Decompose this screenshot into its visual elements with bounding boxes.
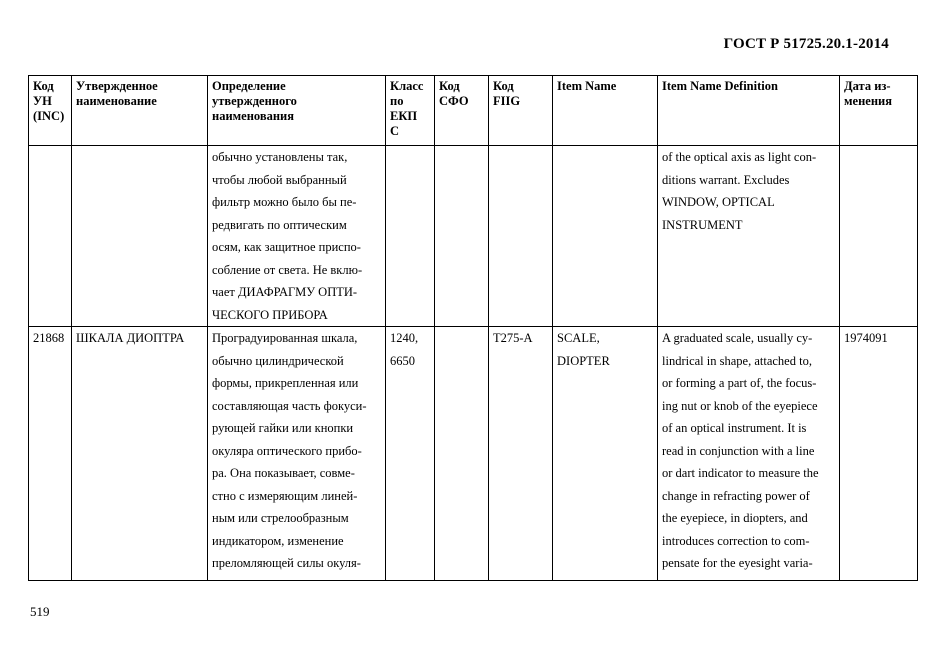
text-line: 6650	[390, 353, 415, 368]
cell-sfo	[435, 146, 489, 327]
text-line: окуляра оптического прибо-	[212, 443, 362, 458]
text-line: pensate for the eyesight varia-	[662, 556, 813, 570]
cell-sfo	[435, 327, 489, 581]
cell-change-date	[840, 146, 918, 327]
text-line: or forming a part of, the focus-	[662, 376, 817, 390]
header-inc	[29, 76, 72, 146]
cell-item-name-definition	[658, 146, 840, 327]
header-line: наименование	[76, 94, 157, 108]
table-row	[29, 146, 918, 327]
text-line: обычно установлены так,	[212, 150, 348, 164]
text-line: чтобы любой выбранный	[212, 172, 347, 187]
cell-definition	[208, 146, 386, 327]
header-item-name	[553, 76, 658, 146]
text-line: introduces correction to com-	[662, 533, 810, 548]
text-line: редвигать по оптическим	[212, 217, 347, 232]
header-sfo	[435, 76, 489, 146]
header-line: (INC)	[33, 109, 65, 123]
header-line: утвержденного	[212, 94, 297, 108]
header-line: Item Name	[557, 79, 617, 93]
text-line: the eyepiece, in diopters, and	[662, 511, 808, 525]
header-line: Код	[439, 79, 460, 93]
text-line: ЧЕСКОГО ПРИБОРА	[212, 307, 328, 322]
cell-fiig: T275-A	[489, 327, 553, 581]
header-line: Item Name Definition	[662, 79, 778, 93]
text-line: or dart indicator to measure the	[662, 466, 819, 480]
cell-item-name	[553, 146, 658, 327]
header-line: по	[390, 94, 404, 108]
text-line: ра. Она показывает, совме-	[212, 466, 355, 480]
text-line: стно с измеряющим линей-	[212, 488, 358, 503]
document-standard-number: ГОСТ Р 51725.20.1-2014	[723, 36, 889, 52]
cell-approved-name	[72, 146, 208, 327]
header-line: СФО	[439, 94, 469, 108]
text-line: Проградуированная шкала,	[212, 331, 358, 345]
header-class	[386, 76, 435, 146]
cell-class	[386, 146, 435, 327]
text-line: 1240,	[390, 331, 419, 345]
text-line: чает ДИАФРАГМУ ОПТИ-	[212, 285, 358, 299]
table-header-row	[29, 76, 918, 146]
text-line: преломляющей силы окуля-	[212, 556, 361, 570]
text-line: обычно цилиндрической	[212, 353, 344, 368]
header-line: Код	[33, 79, 54, 93]
text-line: собление от света. Не вклю-	[212, 262, 363, 277]
text-line: A graduated scale, usually cy-	[662, 331, 813, 345]
text-line: WINDOW, OPTICAL	[662, 195, 775, 209]
header-line: наименования	[212, 109, 295, 123]
text-line: индикатором, изменение	[212, 533, 344, 548]
text-line: ным или стрелообразным	[212, 511, 349, 525]
header-line: С	[390, 124, 400, 138]
header-line: FIIG	[493, 94, 521, 108]
text-line: рующей гайки или кнопки	[212, 421, 354, 435]
text-line: ditions warrant. Excludes	[662, 172, 790, 187]
text-line: of an optical instrument. It is	[662, 421, 807, 435]
text-line: фильтр можно было бы пе-	[212, 195, 357, 209]
cell-class	[386, 327, 435, 581]
cell-item-name-definition	[658, 327, 840, 581]
cell-change-date: 1974091	[840, 327, 918, 581]
text-line: ing nut or knob of the eyepiece	[662, 398, 818, 413]
text-line: осям, как защитное приспо-	[212, 240, 361, 254]
header-change-date	[840, 76, 918, 146]
nomenclature-table	[28, 75, 918, 581]
text-line: составляющая часть фокуси-	[212, 398, 367, 413]
header-line: Код	[493, 79, 514, 93]
header-line: Определение	[212, 79, 286, 93]
cell-inc: 21868	[29, 327, 72, 581]
header-approved-name	[72, 76, 208, 146]
text-line: lindrical in shape, attached to,	[662, 353, 812, 368]
header-line: Класс	[390, 79, 424, 93]
text-line: change in refracting power of	[662, 488, 810, 503]
header-definition	[208, 76, 386, 146]
text-line: read in conjunction with a line	[662, 443, 815, 458]
text-line: формы, прикрепленная или	[212, 376, 359, 390]
cell-fiig	[489, 146, 553, 327]
cell-definition	[208, 327, 386, 581]
cell-approved-name: ШКАЛА ДИОПТРА	[72, 327, 208, 581]
text-line: of the optical axis as light con-	[662, 150, 817, 164]
text-line: SCALE,	[557, 331, 600, 345]
header-item-name-definition	[658, 76, 840, 146]
header-line: УН	[33, 94, 52, 108]
header-line: Дата из-	[844, 79, 891, 93]
text-line: INSTRUMENT	[662, 217, 743, 232]
cell-inc	[29, 146, 72, 327]
page-number: 519	[30, 604, 50, 619]
table-row	[29, 327, 918, 581]
header-fiig	[489, 76, 553, 146]
header-line: ЕКП	[390, 109, 418, 123]
cell-item-name	[553, 327, 658, 581]
text-line: DIOPTER	[557, 353, 610, 368]
header-line: Утвержденное	[76, 79, 158, 93]
header-line: менения	[844, 94, 892, 108]
